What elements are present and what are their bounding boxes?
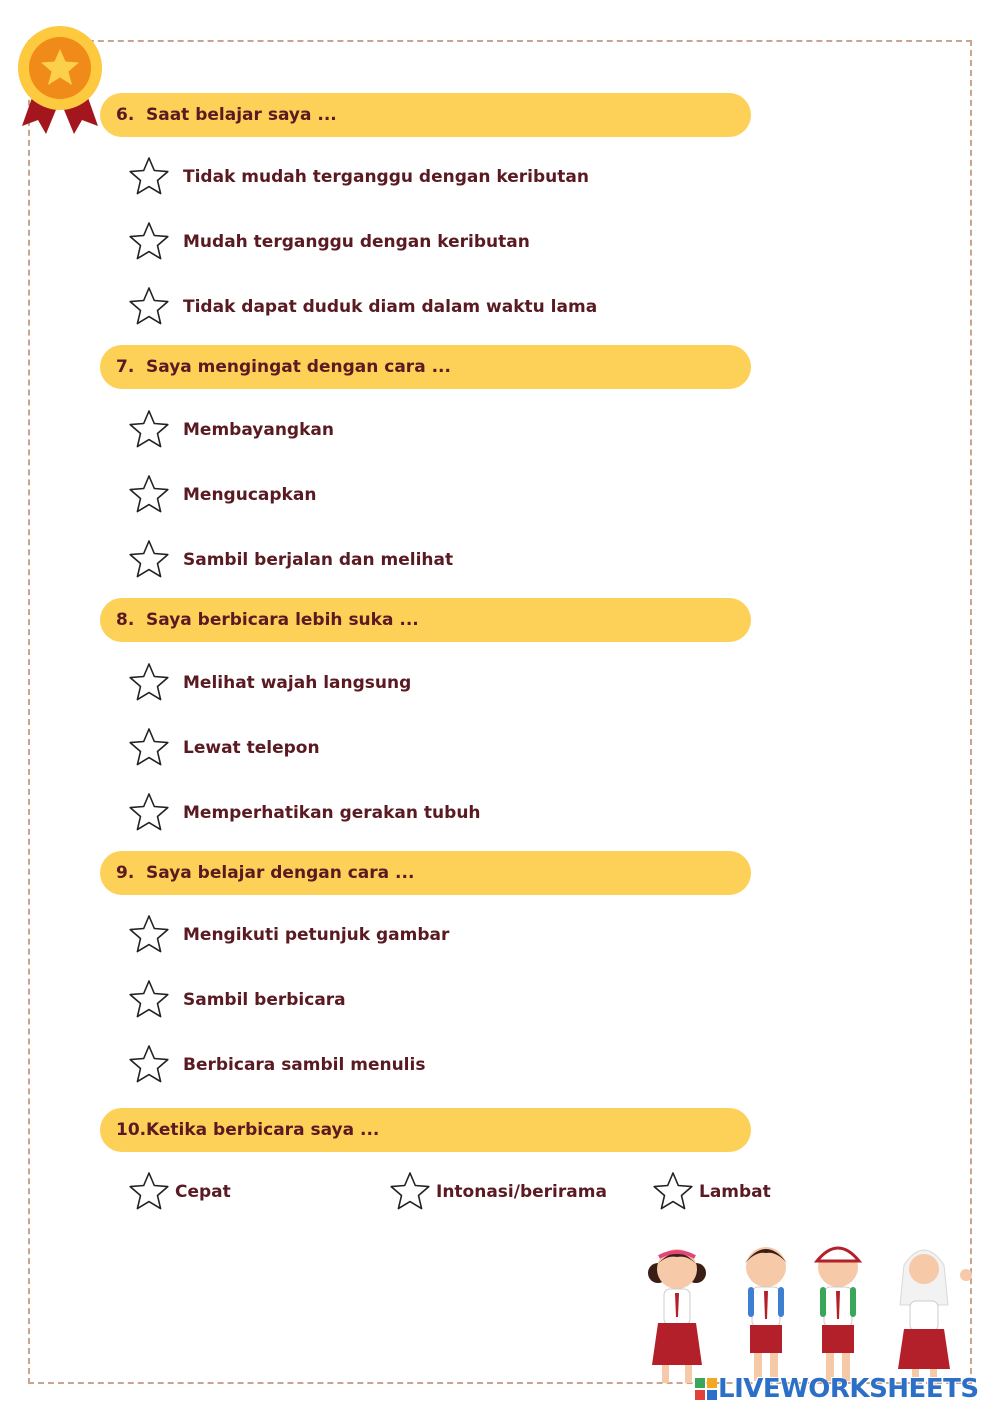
question-10-header [100,1108,751,1152]
star-outline-icon[interactable] [388,1170,432,1214]
star-outline-icon[interactable] [651,1170,695,1214]
option-q6-1[interactable] [127,155,589,199]
question-number: 7. [116,357,135,377]
question-number: 10. [116,1120,147,1140]
option-label: Mengucapkan [183,485,317,505]
option-label: Sambil berjalan dan melihat [183,550,454,570]
option-q6-2[interactable] [127,220,530,264]
star-outline-icon[interactable] [127,726,171,770]
option-q7-1[interactable] [127,408,334,452]
star-outline-icon[interactable] [127,285,171,329]
question-text: Saat belajar saya ... [146,105,337,125]
option-label: Membayangkan [183,420,334,440]
question-text: Saya belajar dengan cara ... [146,863,415,883]
question-8-header [100,598,751,642]
question-text: Ketika berbicara saya ... [146,1120,380,1140]
option-q10-2[interactable] [388,1170,607,1214]
option-q9-3[interactable] [127,1043,425,1087]
option-label: Sambil berbicara [183,990,346,1010]
question-number: 6. [116,105,135,125]
star-outline-icon[interactable] [127,473,171,517]
star-outline-icon[interactable] [127,1170,171,1214]
option-q10-3[interactable] [651,1170,771,1214]
option-label: Cepat [175,1182,231,1202]
option-label: Melihat wajah langsung [183,673,412,693]
option-label: Lewat telepon [183,738,320,758]
option-label: Mengikuti petunjuk gambar [183,925,450,945]
liveworksheets-logo-icon [694,1377,718,1401]
star-outline-icon[interactable] [127,661,171,705]
option-label: Intonasi/berirama [436,1182,607,1202]
option-label: Tidak dapat duduk diam dalam waktu lama [183,297,598,317]
students-illustration [628,1235,978,1395]
medal-icon [14,22,106,140]
question-number: 9. [116,863,135,883]
option-label: Tidak mudah terganggu dengan keributan [183,167,589,187]
brand-watermark [694,1372,979,1406]
star-outline-icon[interactable] [127,1043,171,1087]
option-q10-1[interactable] [127,1170,231,1214]
star-outline-icon[interactable] [127,538,171,582]
option-q8-1[interactable] [127,661,411,705]
option-q9-1[interactable] [127,913,449,957]
option-q6-3[interactable] [127,285,597,329]
option-label: Berbicara sambil menulis [183,1055,426,1075]
question-9-header [100,851,751,895]
star-outline-icon[interactable] [127,913,171,957]
brand-text: LIVEWORKSHEETS [718,1374,979,1404]
question-6-header [100,93,751,137]
star-outline-icon[interactable] [127,408,171,452]
question-7-header [100,345,751,389]
option-label: Mudah terganggu dengan keributan [183,232,530,252]
option-label: Lambat [699,1182,771,1202]
question-text: Saya berbicara lebih suka ... [146,610,419,630]
option-q7-2[interactable] [127,473,316,517]
star-outline-icon[interactable] [127,791,171,835]
option-label: Memperhatikan gerakan tubuh [183,803,481,823]
question-number: 8. [116,610,135,630]
question-text: Saya mengingat dengan cara ... [146,357,451,377]
option-q8-3[interactable] [127,791,481,835]
star-outline-icon[interactable] [127,155,171,199]
option-q8-2[interactable] [127,726,320,770]
star-outline-icon[interactable] [127,220,171,264]
option-q7-3[interactable] [127,538,453,582]
option-q9-2[interactable] [127,978,346,1022]
star-outline-icon[interactable] [127,978,171,1022]
